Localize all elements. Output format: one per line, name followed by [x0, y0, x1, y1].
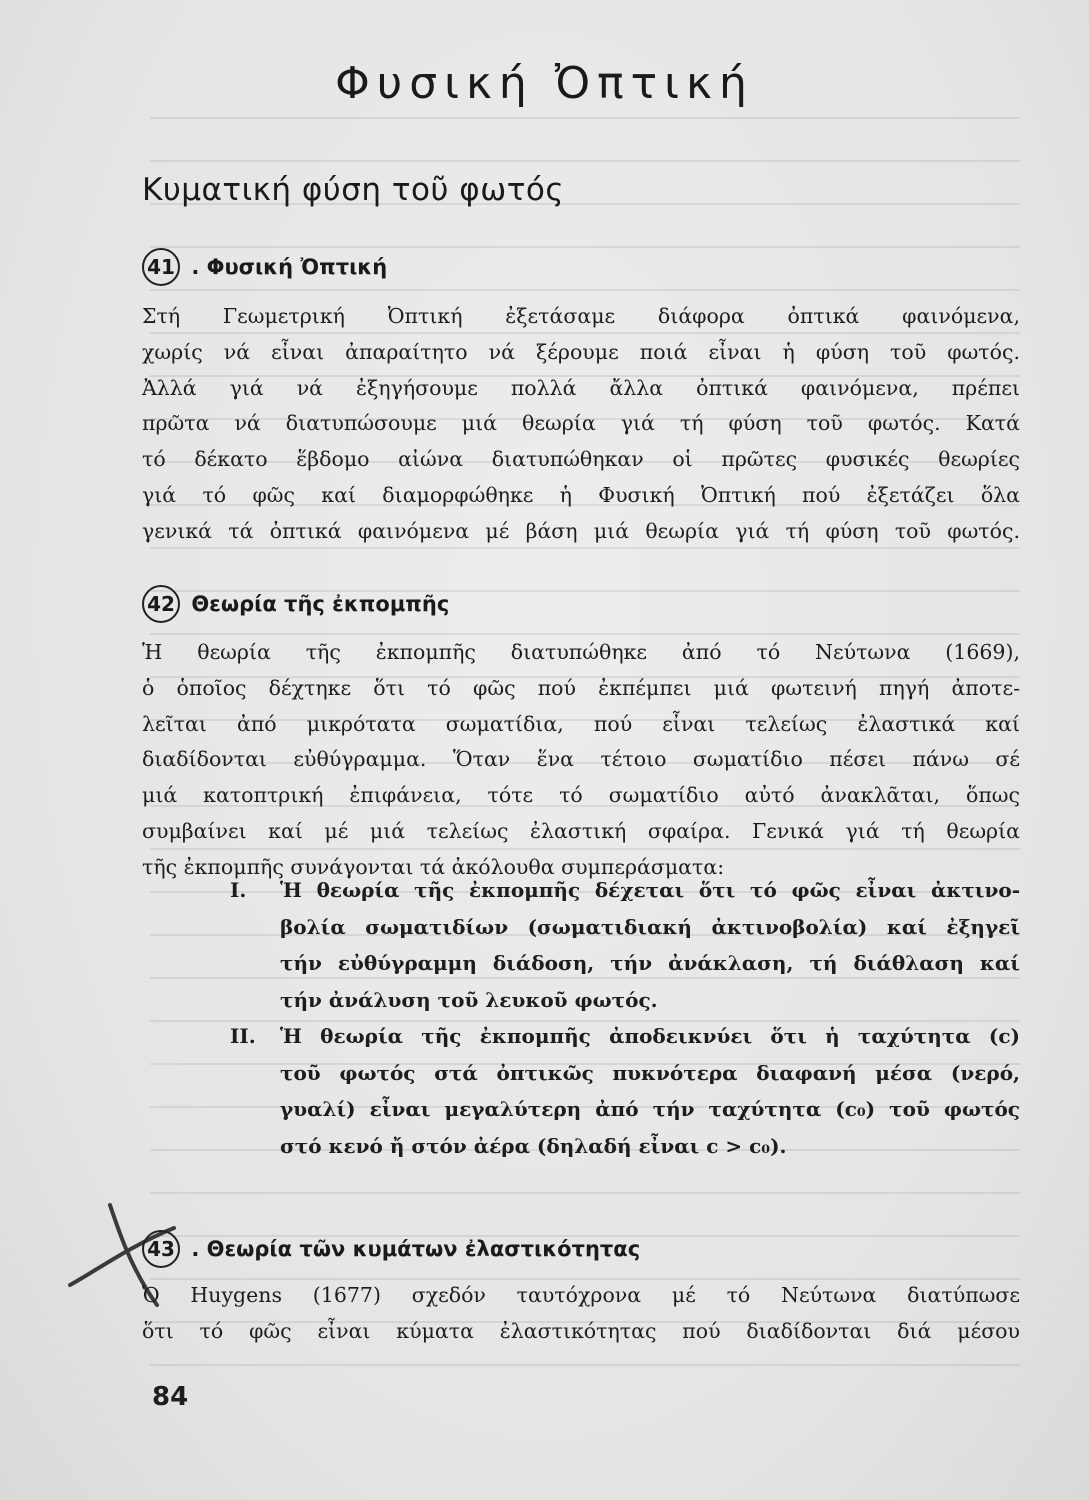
text-line: τήν εὐθύγραμμη διάδοση, τήν ἀνάκλαση, τή διάθλαση καί [280, 951, 1020, 975]
text-line: μιά κατοπτρική ἐπιφάνεια, τότε τό σωματίδιο αὐτό ἀνακλᾶται, ὅπως [142, 783, 1020, 808]
text-line: Στή Γεωμετρική Ὀπτική ἐξετάσαμε διάφορα ὀπτικά φαινόμενα, [142, 304, 1020, 328]
text-line: τῆς ἐκπομπῆς συνάγονται τά ἀκόλουθα συμπεράσματα: [142, 854, 725, 879]
text-line: Ἡ θεωρία τῆς ἐκπομπῆς ἀποδεικνύει ὅτι ἡ ταχύτητα (c) [280, 1024, 1020, 1048]
text-line: στό κενό ἤ στόν ἀέρα (δηλαδή εἶναι c > c₀). [280, 1133, 787, 1158]
text-line: διαδίδονται εὐθύγραμμα. Ὅταν ἕνα τέτοιο σωματίδιο πέσει πάνω σέ [142, 747, 1020, 772]
chapter-title: Φυσική Ὀπτική [335, 58, 754, 109]
section-number-circle: 41 [142, 248, 180, 286]
text-line: τοῦ φωτός στά ὀπτικῶς πυκνότερα διαφανή μέσα (νερό, [280, 1060, 1020, 1085]
section-heading-text: Θεωρία τῆς ἐκπομπῆς [191, 592, 450, 616]
section-41-paragraph [142, 299, 1020, 550]
text-line: γενικά τά ὀπτικά φαινόμενα μέ βάση μιά θεωρία γιά τή φύση τοῦ φωτός. [142, 518, 1020, 543]
text-line: γιά τό φῶς καί διαμορφώθηκε ἡ Φυσική Ὀπτική πού ἐξετάζει ὅλα [142, 482, 1020, 507]
text-line: ὅτι τό φῶς εἶναι κύματα ἐλαστικότητας πού διαδίδονται διά μέσου [142, 1318, 1020, 1343]
page-number: 84 [152, 1382, 189, 1412]
conclusions-list [230, 872, 1020, 1164]
roman-numeral: II. [230, 1024, 256, 1048]
section-41-heading [142, 248, 387, 286]
conclusion-item [230, 1018, 1020, 1164]
section-43-heading [142, 1230, 640, 1268]
text-line: λεῖται ἀπό μικρότατα σωματίδια, πού εἶναι τελείως ἐλαστικά καί [142, 711, 1020, 736]
conclusion-item [230, 872, 1020, 1018]
text-line: πρῶτα νά διατυπώσουμε μιά θεωρία γιά τή φύση τοῦ φωτός. Κατά [142, 411, 1020, 436]
text-line: χωρίς νά εἶναι ἀπαραίτητο νά ξέρουμε ποιά εἶναι ἡ φύση τοῦ φωτός. [142, 339, 1020, 364]
roman-numeral: I. [230, 878, 247, 902]
text-line: γυαλί) εἶναι μεγαλύτερη ἀπό τήν ταχύτητα (c₀) τοῦ φωτός [280, 1097, 1020, 1121]
text-line: συμβαίνει καί μέ μιά τελείως ἐλαστική σφαίρα. Γενικά γιά τή θεωρία [142, 818, 1020, 843]
text-line: Ἡ θεωρία τῆς ἐκπομπῆς διατυπώθηκε ἀπό τό Νεύτωνα (1669), [142, 640, 1020, 664]
text-line: Ἀλλά γιά νά ἐξηγήσουμε πολλά ἄλλα ὀπτικά φαινόμενα, πρέπει [142, 375, 1020, 400]
text-line: τό δέκατο ἕβδομο αἰώνα διατυπώθηκαν οἱ πρῶτες φυσικές θεωρίες [142, 447, 1020, 472]
section-heading-text: . Φυσική Ὀπτική [191, 255, 388, 279]
section-number-circle: 43 [142, 1230, 180, 1268]
text-line: Ὁ Huygens (1677) σχεδόν ταυτόχρονα μέ τό Νεύτωνα διατύπωσε [142, 1283, 1020, 1307]
section-43-paragraph [142, 1278, 1020, 1350]
section-heading-text: . Θεωρία τῶν κυμάτων ἐλαστικότητας [191, 1237, 641, 1261]
section-42-heading [142, 585, 449, 623]
section-number-circle: 42 [142, 585, 180, 623]
section-42-paragraph [142, 635, 1020, 886]
text-line: ὁ ὁποῖος δέχτηκε ὅτι τό φῶς πού ἐκπέμπει μιά φωτεινή πηγή ἀποτε- [142, 675, 1020, 700]
chapter-subtitle: Κυματική φύση τοῦ φωτός [142, 172, 565, 208]
text-line: βολία σωματιδίων (σωματιδιακή ἀκτινοβολία) καί ἐξηγεῖ [280, 914, 1020, 939]
text-line: Ἡ θεωρία τῆς ἐκπομπῆς δέχεται ὅτι τό φῶς εἶναι ἀκτινο- [280, 878, 1020, 902]
text-line: τήν ἀνάλυση τοῦ λευκοῦ φωτός. [280, 987, 658, 1012]
